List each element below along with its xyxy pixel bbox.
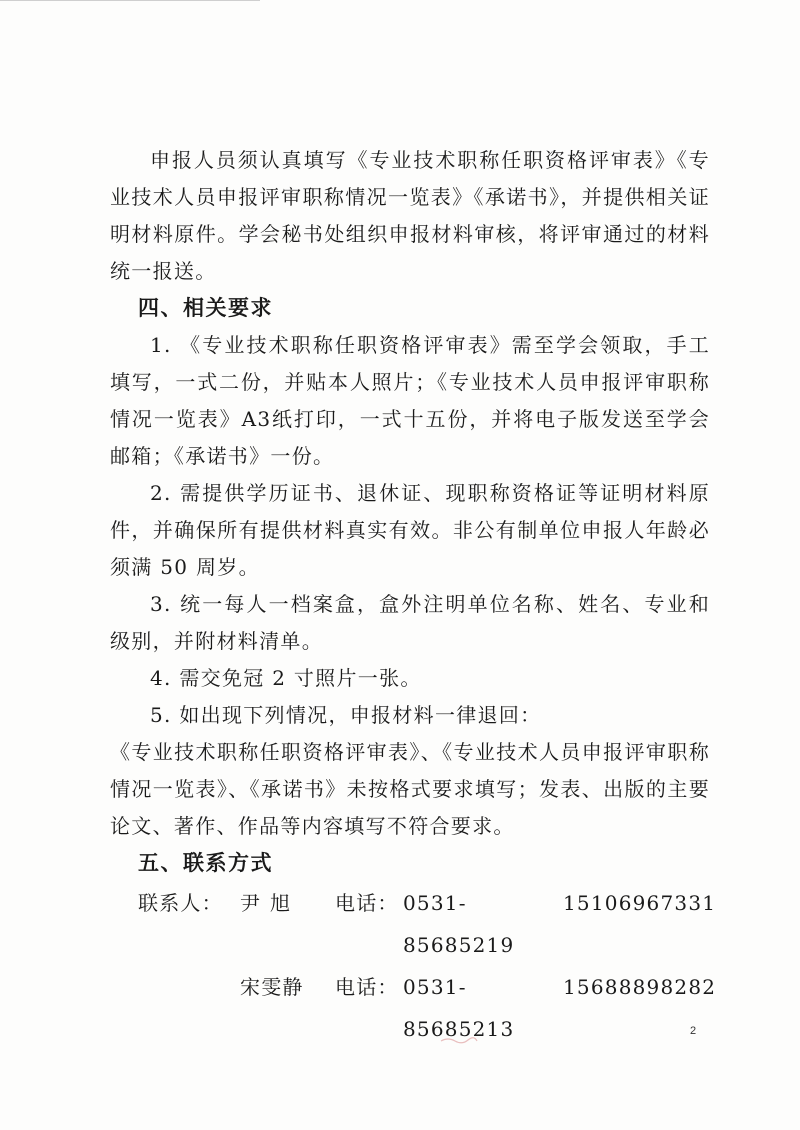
contact-name: 尹旭	[240, 891, 300, 915]
contact-row	[110, 966, 717, 1050]
page-number: 2	[690, 1025, 697, 1037]
requirement-item-2: 2. 需提供学历证书、退休证、现职称资格证等证明材料原件，并确保所有提供材料真实有效。非公有制单位申报人年龄必须满 50 周岁。	[110, 481, 710, 579]
contact-phone: 0531-85685213	[403, 975, 515, 1041]
section-heading-requirements: 四、相关要求	[138, 296, 273, 320]
requirement-item-1: 1. 《专业技术职称任职资格评审表》需至学会领取，手工填写，一式二份，并贴本人照片；《专业技术人员申报评审职称情况一览表》A3纸打印，一式十五份，并将电子版发送至学会邮箱；《承诺书》一份。	[110, 333, 710, 468]
requirement-item-4: 4. 需交免冠 2 寸照片一张。	[150, 666, 422, 690]
contact-label: 联系人：	[138, 891, 223, 915]
contact-label-spacer	[110, 966, 240, 1050]
requirement-item-5-detail: 《专业技术职称任职资格评审表》、《专业技术人员申报评审职称情况一览表》、《承诺书》未按格式要求填写；发表、出版的主要论文、著作、作品等内容填写不符合要求。	[110, 740, 710, 838]
contact-phone: 0531-85685219	[403, 891, 515, 957]
intro-paragraph: 申报人员须认真填写《专业技术职称任职资格评审表》《专业技术人员申报评审职称情况一览表》《承诺书》，并提供相关证明材料原件。学会秘书处组织申报材料审核，将评审通过的材料统一报送。	[110, 148, 710, 283]
phone-label: 电话：	[335, 891, 399, 915]
contact-mobile: 15106967331	[563, 891, 717, 915]
top-edge-line	[0, 0, 260, 1]
contact-name: 宋雯静	[240, 975, 304, 999]
faint-stamp-mark-icon	[440, 1036, 478, 1044]
phone-label: 电话：	[335, 975, 399, 999]
section-heading-contact: 五、联系方式	[138, 851, 273, 875]
requirement-item-3: 3. 统一每人一档案盒，盒外注明单位名称、姓名、专业和级别，并附材料清单。	[110, 592, 710, 653]
requirement-item-5: 5. 如出现下列情况，申报材料一律退回：	[150, 703, 542, 727]
contact-mobile: 15688898282	[563, 975, 717, 999]
contact-row	[110, 882, 717, 966]
document-body	[110, 142, 717, 1050]
